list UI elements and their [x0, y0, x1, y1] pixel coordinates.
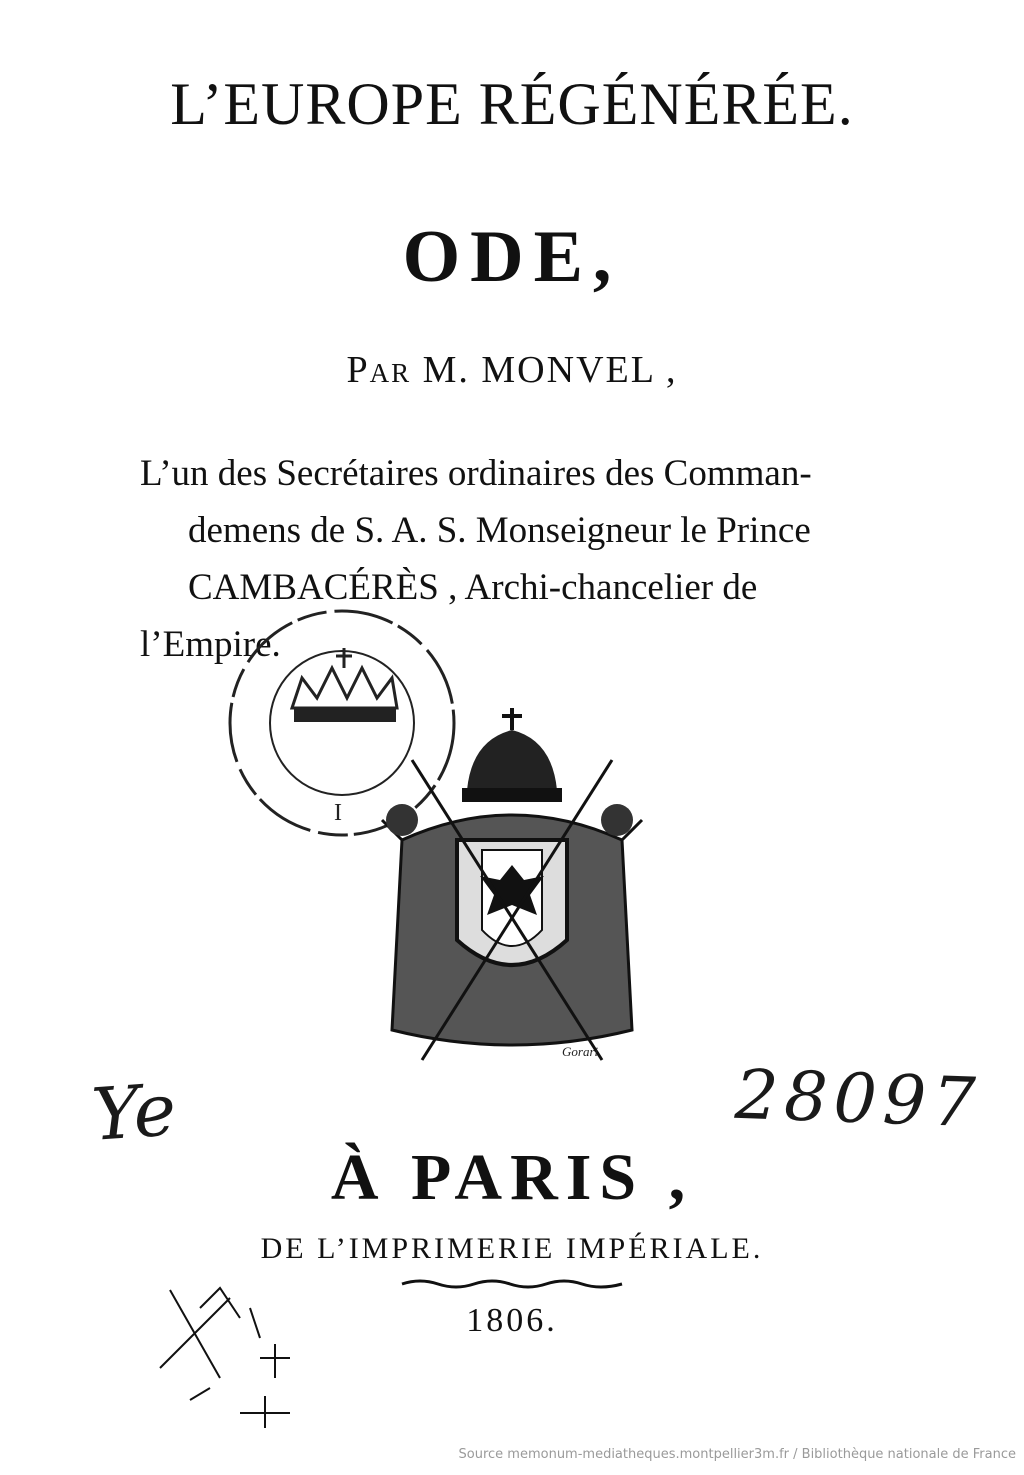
ornamental-divider: [400, 1278, 624, 1290]
engraver-signature: Gorari: [562, 1044, 599, 1059]
imprint-city: À PARIS ,: [330, 1141, 694, 1214]
description-line: demens de S. A. S. Monseigneur le Prince: [188, 510, 811, 551]
book-title: L’EUROPE RÉGÉNÉRÉE.: [170, 71, 854, 137]
imprint-year: 1806.: [466, 1302, 558, 1339]
description-line: l’Empire.: [140, 624, 281, 665]
handwritten-shelfmark: Ye: [89, 1067, 179, 1157]
handwritten-marks: [140, 1278, 310, 1428]
description-line: CAMBACÉRÈS , Archi-chancelier de: [188, 567, 758, 608]
description-line: L’un des Secrétaires ordinaires des Comman-: [140, 453, 812, 494]
imperial-crown-icon: [462, 708, 562, 802]
imprint-publisher: DE L’IMPRIMERIE IMPÉRIALE.: [260, 1232, 764, 1265]
handwritten-call-number: 28097: [733, 1055, 983, 1144]
stamp-numeral: I: [334, 800, 342, 826]
genre-heading: ODE,: [402, 216, 622, 298]
source-footer: Source memonum-mediatheques.montpellier3m.fr / Bibliothèque nationale de France: [458, 1447, 1016, 1462]
author-prefix: Par: [346, 349, 412, 391]
author-line: [0, 348, 1024, 392]
imperial-coat-of-arms: [362, 700, 662, 1070]
author-name: M. MONVEL ,: [422, 349, 678, 391]
